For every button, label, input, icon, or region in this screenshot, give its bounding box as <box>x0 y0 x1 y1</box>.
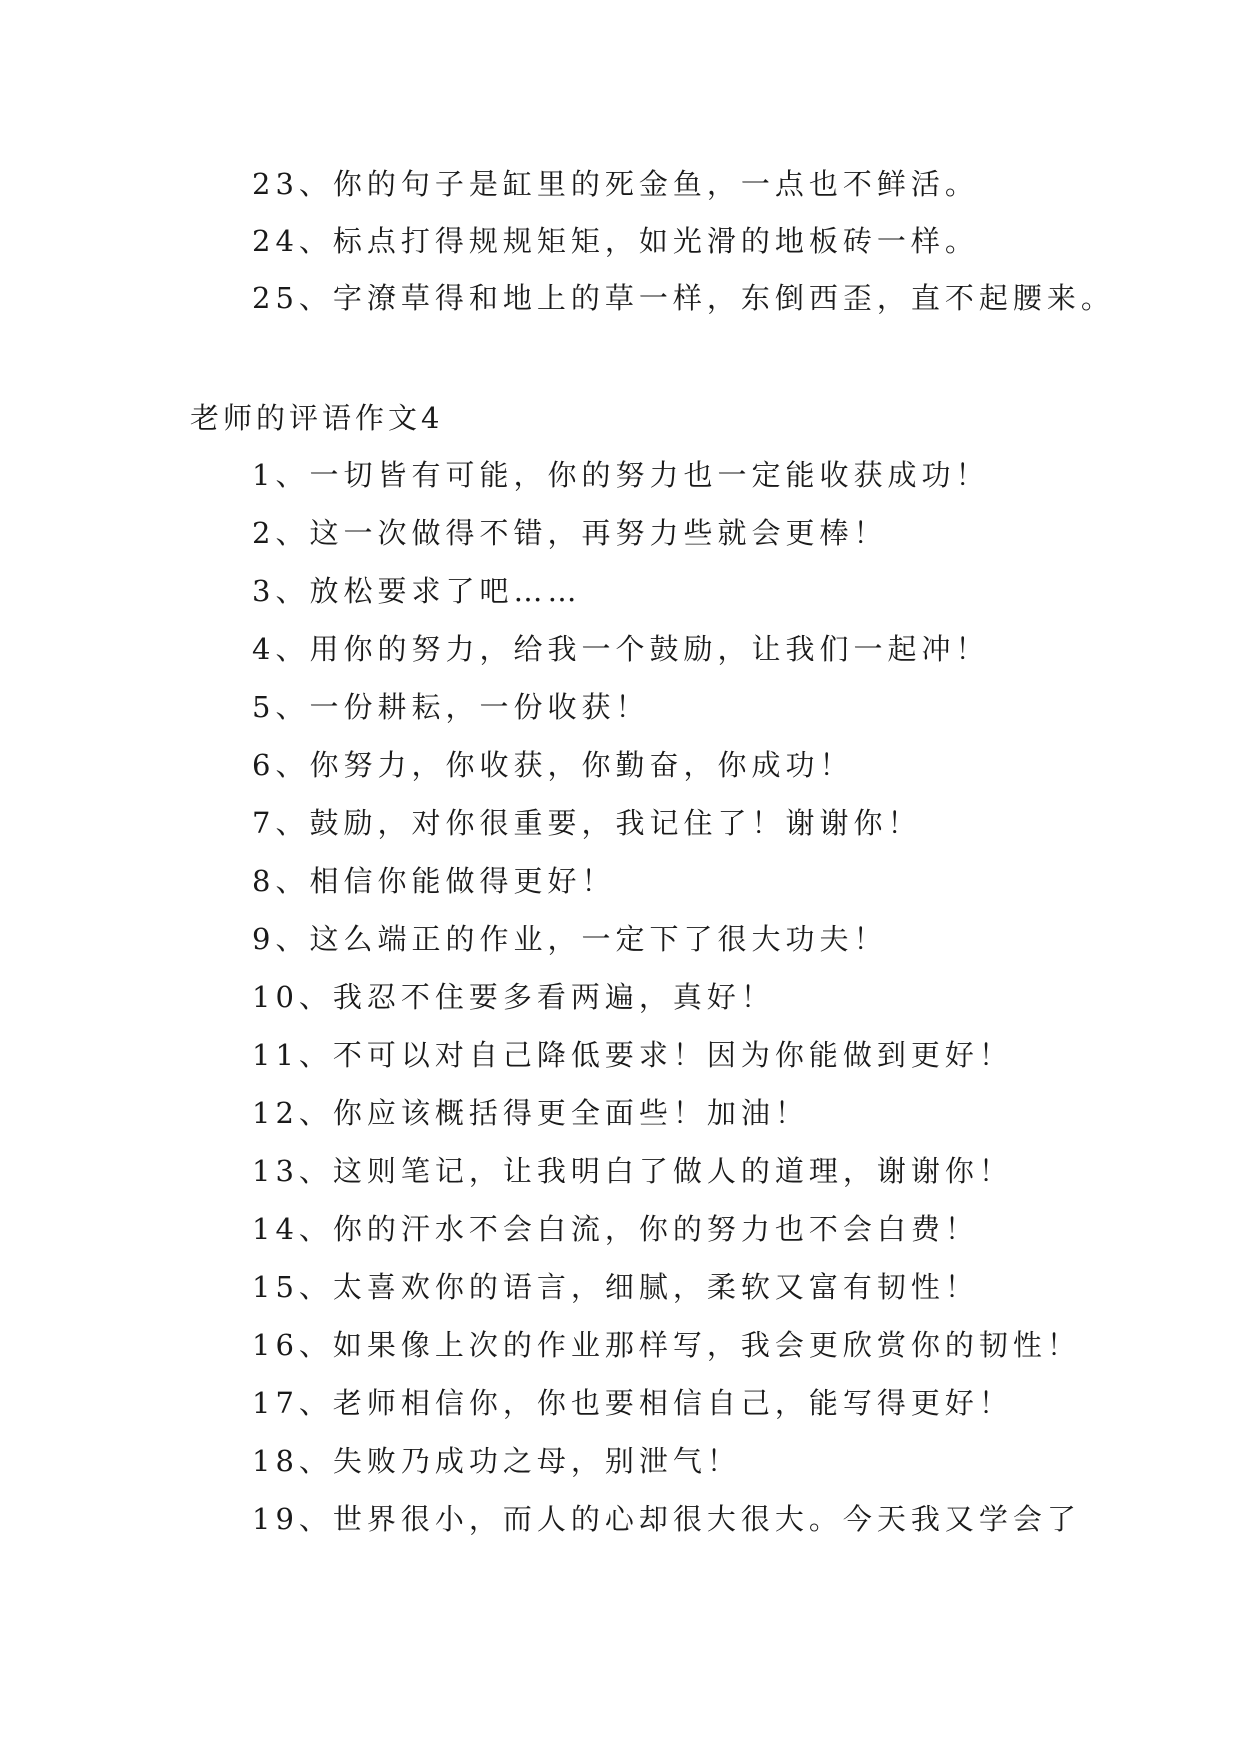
comment-line: 14、你的汗水不会白流，你的努力也不会白费！ <box>252 1212 979 1246</box>
comment-line: 16、如果像上次的作业那样写，我会更欣赏你的韧性！ <box>252 1328 1081 1362</box>
comment-line: 19、世界很小，而人的心却很大很大。今天我又学会了 <box>252 1502 1081 1536</box>
comment-line: 23、你的句子是缸里的死金鱼，一点也不鲜活。 <box>252 167 979 201</box>
comment-line: 18、失败乃成功之母，别泄气！ <box>252 1444 741 1478</box>
comment-line: 8、相信你能做得更好！ <box>252 864 616 898</box>
comment-line: 1、一切皆有可能，你的努力也一定能收获成功！ <box>252 458 990 492</box>
comment-line: 10、我忍不住要多看两遍，真好！ <box>252 980 775 1014</box>
comment-line: 12、你应该概括得更全面些！加油！ <box>252 1096 809 1130</box>
comment-line: 15、太喜欢你的语言，细腻，柔软又富有韧性！ <box>252 1270 979 1304</box>
section-title: 老师的评语作文4 <box>190 401 444 435</box>
comment-line: 13、这则笔记，让我明白了做人的道理，谢谢你！ <box>252 1154 1013 1188</box>
comment-line: 11、不可以对自己降低要求！因为你能做到更好！ <box>252 1038 1013 1072</box>
comment-line: 9、这么端正的作业，一定下了很大功夫！ <box>252 922 888 956</box>
comment-line: 17、老师相信你，你也要相信自己，能写得更好！ <box>252 1386 1013 1420</box>
comment-line: 5、一份耕耘，一份收获！ <box>252 690 650 724</box>
comment-line: 3、放松要求了吧…… <box>252 574 582 608</box>
comment-line: 6、你努力，你收获，你勤奋，你成功！ <box>252 748 854 782</box>
comment-line: 2、这一次做得不错，再努力些就会更棒！ <box>252 516 888 550</box>
comment-line: 24、标点打得规规矩矩，如光滑的地板砖一样。 <box>252 224 979 258</box>
comment-line: 25、字潦草得和地上的草一样，东倒西歪，直不起腰来。 <box>252 281 1115 315</box>
comment-line: 7、鼓励，对你很重要，我记住了！谢谢你！ <box>252 806 922 840</box>
comment-line: 4、用你的努力，给我一个鼓励，让我们一起冲！ <box>252 632 990 666</box>
